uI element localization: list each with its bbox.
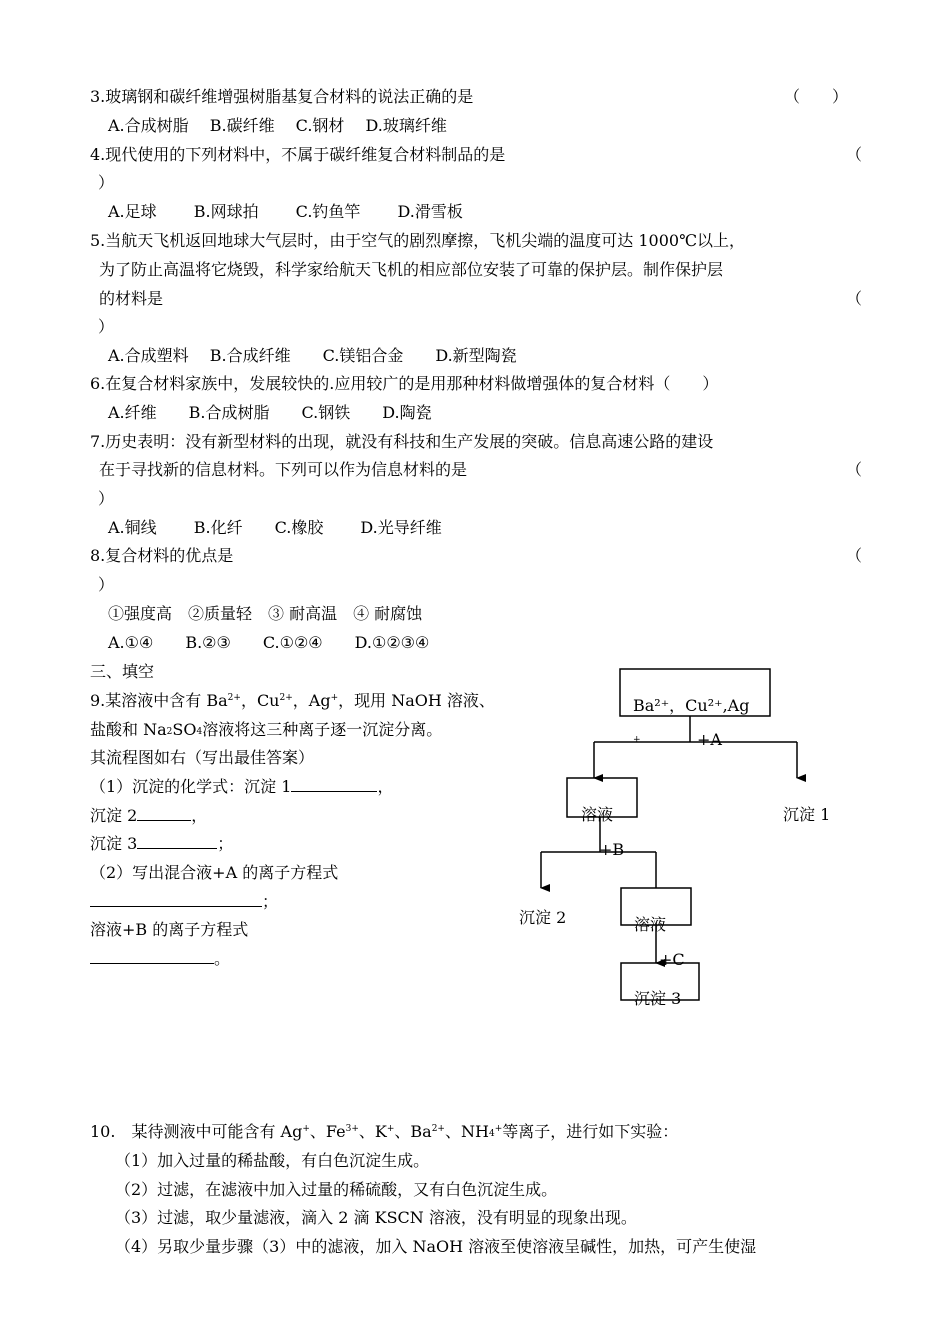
top-box-label: Ba²⁺，Cu²⁺,Ag	[633, 696, 750, 715]
precip2-label: 沉淀 2	[519, 908, 567, 927]
q3-options: A.合成树脂 B.碳纤维 C.钢材 D.玻璃纤维	[108, 116, 447, 135]
q8-stem: 8.复合材料的优点是	[90, 546, 234, 565]
q10-line1: 10. 某待测液中可能含有 Ag+、$Fe^{3+}$、K+、$Ba^{2+}$、$NH_4^+$等离子，进行如下实验：	[90, 1122, 679, 1141]
q4-stem: 4.现代使用的下列材料中，不属于碳纤维复合材料制品的是	[90, 145, 506, 164]
precip3-label: 沉淀 3	[634, 989, 682, 1008]
q8-choices: ①强度高 ②质量轻 ③ 耐高温 ④ 耐腐蚀	[108, 604, 423, 623]
precip3-box	[621, 963, 699, 1000]
q3-stem: 3.玻璃钢和碳纤维增强树脂基复合材料的说法正确的是	[90, 87, 474, 106]
q9-line1: 9.某溶液中含有 $Ba^{2+}$，$Cu^{2+}$，Ag+，现用 NaOH 溶液、	[90, 691, 495, 710]
q4-options: A.足球 B.网球拍 C.钓鱼竿 D.滑雪板	[108, 202, 463, 221]
blank-precip2[interactable]	[137, 806, 191, 821]
q8-options: A.①④ B.②③ C.①②④ D.①②③④	[108, 633, 430, 652]
q8-bracket-open: （	[846, 546, 863, 565]
top-plus-mark: +	[633, 735, 641, 745]
q9-line8: ；	[90, 892, 278, 912]
q5-options: A.合成塑料 B.合成纤维 C.镁铝合金 D.新型陶瓷	[108, 346, 517, 365]
q7-options: A.铜线 B.化纤 C.橡胶 D.光导纤维	[108, 518, 442, 537]
q6-options: A.纤维 B.合成树脂 C.钢铁 D.陶瓷	[108, 403, 432, 422]
solution2-label: 溶液	[634, 915, 667, 934]
section-title: 三、填空	[90, 662, 155, 681]
q6-stem: 6.在复合材料家族中，发展较快的.应用较广的是用那种材料做增强体的复合材料（ ）	[90, 374, 719, 393]
q8-bracket-close: ）	[98, 575, 115, 594]
q7-bracket-open: （	[846, 460, 863, 479]
solution1-label: 溶液	[581, 805, 614, 824]
q5-bracket-close: ）	[98, 317, 115, 336]
q10-step3: （3）过滤，取少量滤液，滴入 2 滴 KSCN 溶液，没有明显的现象出现。	[115, 1208, 637, 1227]
q9-line7: （2）写出混合液+A 的离子方程式	[90, 863, 339, 882]
q7-line1: 7.历史表明：没有新型材料的出现，就没有科技和生产发展的突破。信息高速公路的建设	[90, 432, 714, 451]
q10-step1: （1）加入过量的稀盐酸，有白色沉淀生成。	[115, 1151, 430, 1170]
precip1-label: 沉淀 1	[783, 805, 831, 824]
q5-line2: 为了防止高温将它烧毁，科学家给航天飞机的相应部位安装了可靠的保护层。制作保护层	[99, 260, 724, 279]
reagent-a-label: +A	[697, 730, 722, 749]
q5-line3: 的材料是	[99, 289, 164, 308]
q5-bracket-open: （	[846, 289, 863, 308]
q9-line3: 其流程图如右（写出最佳答案）	[90, 748, 315, 767]
q9-line2: 盐酸和 $Na_2SO_4$溶液将这三种离子逐一沉淀分离。	[90, 720, 443, 739]
blank-precip1[interactable]	[291, 777, 377, 792]
blank-equation-b[interactable]	[90, 949, 214, 964]
start-box	[620, 669, 770, 716]
q4-bracket-close: ）	[98, 173, 115, 192]
solution2-box	[621, 888, 691, 925]
q10-step4: （4）另取少量步骤（3）中的滤液，加入 NaOH 溶液至使溶液呈碱性，加热，可产生使湿	[115, 1237, 757, 1256]
q7-bracket-close: ）	[98, 489, 115, 508]
q9-line5: 沉淀 2 ，	[90, 806, 208, 825]
q3-bracket: （ ）	[784, 87, 849, 106]
reagent-c-label: +C	[659, 950, 685, 969]
q4-bracket-open: （	[846, 145, 863, 164]
q9-line10: 。	[90, 949, 230, 969]
q9-line9: 溶液+B 的离子方程式	[90, 920, 249, 939]
q5-line1: 5.当航天飞机返回地球大气层时，由于空气的剧烈摩擦，飞机尖端的温度可达 1000℃以上，	[90, 231, 745, 250]
blank-precip3[interactable]	[137, 834, 217, 849]
q7-line2: 在于寻找新的信息材料。下列可以作为信息材料的是	[99, 460, 468, 479]
q9-line4: （1）沉淀的化学式：沉淀 1 ，	[90, 777, 394, 796]
solution1-box	[567, 778, 637, 817]
q10-step2: （2）过滤，在滤液中加入过量的稀硫酸，又有白色沉淀生成。	[115, 1180, 558, 1199]
blank-equation-a[interactable]	[90, 892, 262, 907]
reagent-b-label: +B	[599, 840, 625, 859]
q9-line6: 沉淀 3 ；	[90, 834, 234, 853]
